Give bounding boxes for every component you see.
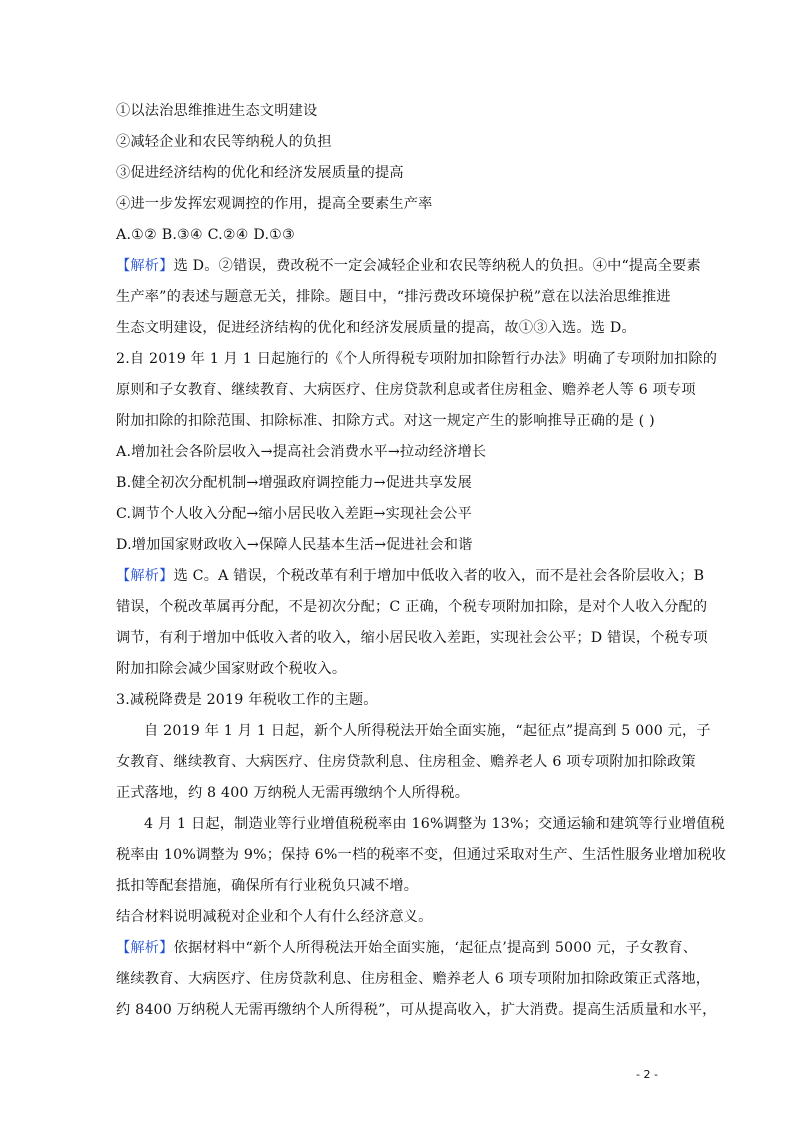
- q2-analysis-line-4: 附加扣除会减少国家财政个税收入。: [116, 661, 347, 677]
- q1-analysis-line-1: [116, 251, 701, 282]
- q2-option-d: D.增加国家财政收入→保障人民基本生活→促进社会和谐: [116, 537, 473, 553]
- document-page: [116, 96, 727, 1026]
- q3-material-1-line-3: 正式落地，约 8 400 万纳税人无需再缴纳个人所得税。: [116, 785, 470, 801]
- q2-analysis-line-3: 调节，有利于增加中低收入者的收入，缩小居民收入差距，实现社会公平；D 错误，个税专项: [116, 630, 708, 646]
- q1-analysis-line-2: 生产率”的表述与题意无关，排除。题目中，“排污费改环境保护税”意在以法治思维推进: [116, 289, 671, 305]
- q2-stem-line-1: 2.自 2019 年 1 月 1 日起施行的《个人所得税专项附加扣除暂行办法》明确了专项附加扣除的: [116, 351, 718, 367]
- q1-option-4: ④进一步发挥宏观调控的作用，提高全要素生产率: [116, 196, 433, 212]
- q2-stem-line-3: 附加扣除的扣除范围、扣除标准、扣除方式。对这一规定产生的影响推导正确的是 ( ): [116, 413, 655, 429]
- q1-analysis-line-3: 生态文明建设，促进经济结构的优化和经济发展质量的提高，故①③入选。选 D。: [116, 320, 636, 336]
- q1-analysis-text-1: 选 D。②错误，费改税不一定会减轻企业和农民等纳税人的负担。④中“提高全要素: [173, 258, 701, 274]
- analysis-tag: 【解析】: [116, 258, 174, 274]
- q2-option-c: C.调节个人收入分配→缩小居民收入差距→实现社会公平: [116, 506, 472, 522]
- analysis-tag: 【解析】: [116, 568, 174, 584]
- q3-analysis-line-1: [116, 933, 698, 964]
- q2-option-b: B.健全初次分配机制→增强政府调控能力→促进共享发展: [116, 475, 473, 491]
- q1-answer-choices: A.①② B.③④ C.②④ D.①③: [116, 227, 296, 243]
- q2-stem-line-2: 原则和子女教育、继续教育、大病医疗、住房贷款利息或者住房租金、赡养老人等 6 项专项: [116, 382, 696, 398]
- q3-material-1-line-2: 女教育、继续教育、大病医疗、住房贷款利息、住房租金、赡养老人 6 项专项附加扣除政策: [116, 754, 696, 770]
- q3-analysis-line-3: 约 8400 万纳税人无需再缴纳个人所得税”，可从提高收入，扩大消费。提高生活质量和水平，: [116, 1002, 717, 1018]
- q3-title: 3.减税降费是 2019 年税收工作的主题。: [116, 692, 378, 708]
- q2-analysis-line-2: 错误，个税改革属再分配，不是初次分配；C 正确，个税专项附加扣除，是对个人收入分配的: [116, 599, 708, 615]
- analysis-tag: 【解析】: [116, 940, 174, 956]
- q1-option-1: ①以法治思维推进生态文明建设: [116, 103, 318, 119]
- q3-material-2-line-1: 4 月 1 日起，制造业等行业增值税税率由 16%调整为 13%；交通运输和建筑等行业增值税: [144, 816, 726, 832]
- q1-option-2: ②减轻企业和农民等纳税人的负担: [116, 134, 332, 150]
- q3-material-2-line-2: 税率由 10%调整为 9%；保持 6%一档的税率不变，但通过采取对生产、生活性服务业增加税收: [116, 847, 727, 863]
- q3-analysis-text-1: 依据材料中“新个人所得税法开始全面实施，‘起征点’提高到 5000 元，子女教育、: [173, 940, 698, 956]
- q1-option-3: ③促进经济结构的优化和经济发展质量的提高: [116, 165, 404, 181]
- q3-material-1-line-1: 自 2019 年 1 月 1 日起，新个人所得税法开始全面实施，“起征点”提高到 5 000 元，子: [144, 723, 711, 739]
- q3-analysis-line-2: 继续教育、大病医疗、住房贷款利息、住房租金、赡养老人 6 项专项附加扣除政策正式落地，: [116, 971, 711, 987]
- page-number: - 2 -: [636, 1068, 658, 1081]
- q2-option-a: A.增加社会各阶层收入→提高社会消费水平→拉动经济增长: [116, 444, 487, 460]
- q3-material-2-line-3: 抵扣等配套措施，确保所有行业税负只减不增。: [116, 878, 419, 894]
- q2-analysis-line-1: [116, 561, 705, 592]
- q3-question: 结合材料说明减税对企业和个人有什么经济意义。: [116, 909, 433, 925]
- q2-analysis-text-1: 选 C。A 错误，个税改革有利于增加中低收入者的收入，而不是社会各阶层收入；B: [173, 568, 705, 584]
